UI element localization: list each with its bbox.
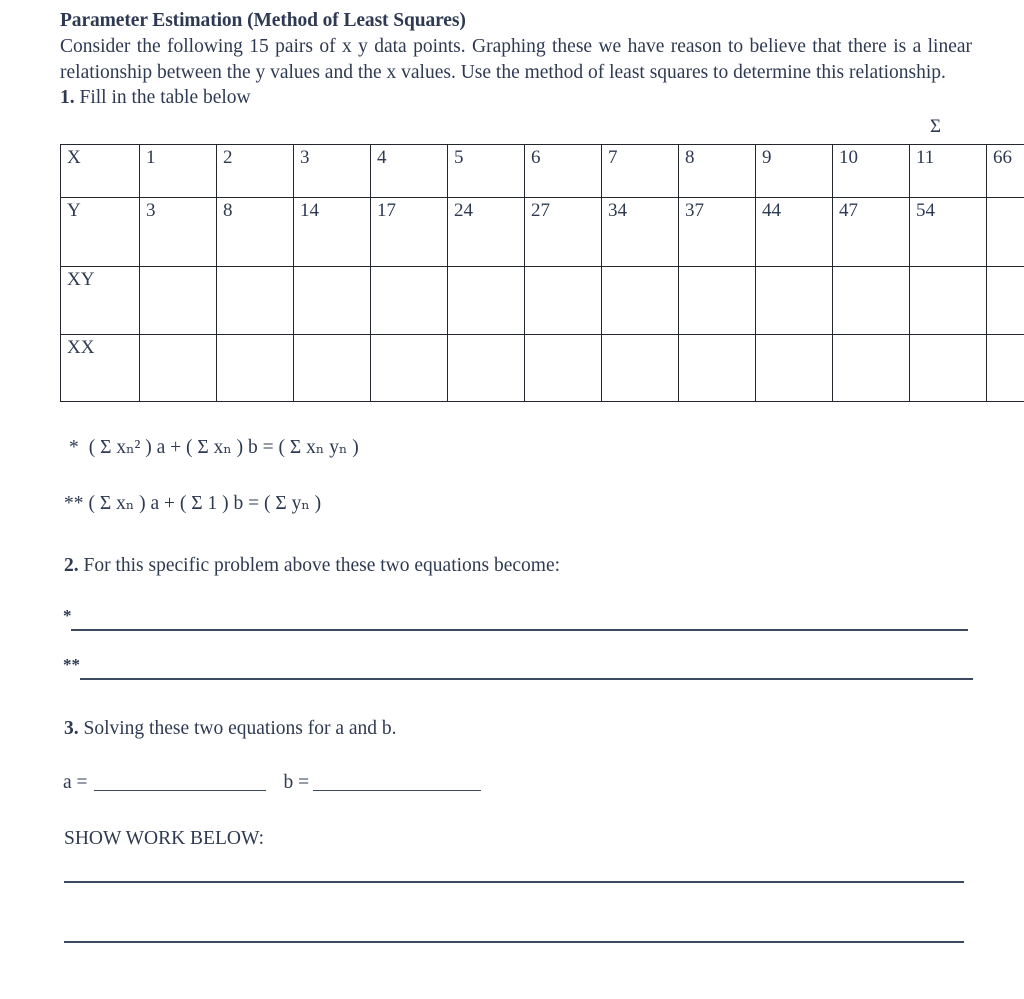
cell-y-5[interactable]: 24 xyxy=(448,198,525,267)
b-label: b = xyxy=(283,772,310,793)
show-work-label: SHOW WORK BELOW: xyxy=(64,828,265,849)
cell-xy-11[interactable] xyxy=(910,267,987,335)
cell-x-5[interactable]: 5 xyxy=(448,145,525,198)
cell-xx-11[interactable] xyxy=(910,335,987,402)
cell-y-7[interactable]: 34 xyxy=(602,198,679,267)
cell-xy-2[interactable] xyxy=(217,267,294,335)
cell-xx-6[interactable] xyxy=(525,335,602,402)
step-2-instruction xyxy=(60,554,972,578)
cell-xy-10[interactable] xyxy=(833,267,910,335)
cell-y-10[interactable]: 47 xyxy=(833,198,910,267)
equation-two-body: ( Σ xₙ ) a + ( Σ 1 ) b = ( Σ yₙ ) xyxy=(88,493,322,514)
row-label-xx: XX xyxy=(61,335,140,402)
cell-xx-7[interactable] xyxy=(602,335,679,402)
cell-y-sum[interactable] xyxy=(987,198,1024,267)
step-3-number: 3. xyxy=(64,718,79,739)
cell-y-9[interactable]: 44 xyxy=(756,198,833,267)
cell-xy-4[interactable] xyxy=(371,267,448,335)
step-2-number: 2. xyxy=(64,555,79,576)
ab-answer-row xyxy=(60,771,972,795)
cell-xy-sum[interactable] xyxy=(987,267,1024,335)
row-label-xy: XY xyxy=(61,267,140,335)
sigma-header-row xyxy=(60,116,982,142)
answer-blank-star-marker: * xyxy=(63,606,72,625)
step-1-instruction xyxy=(60,85,972,110)
cell-x-3[interactable]: 3 xyxy=(294,145,371,198)
cell-x-sum[interactable]: 66 xyxy=(987,145,1024,198)
cell-x-10[interactable]: 10 xyxy=(833,145,910,198)
table-row xyxy=(61,267,1024,335)
step-1-text: Fill in the table below xyxy=(74,87,251,108)
cell-y-3[interactable]: 14 xyxy=(294,198,371,267)
cell-xx-sum[interactable] xyxy=(987,335,1024,402)
step-1-number: 1. xyxy=(60,87,75,108)
table-row xyxy=(61,198,1024,267)
answer-blank-doublestar-marker: ** xyxy=(63,655,80,674)
data-table xyxy=(60,144,1024,402)
cell-x-2[interactable]: 2 xyxy=(217,145,294,198)
equation-one xyxy=(60,436,972,460)
row-label-y: Y xyxy=(61,198,140,267)
equation-two-marker: ** xyxy=(64,493,84,514)
answer-blank-star-line[interactable] xyxy=(71,629,968,631)
cell-xy-5[interactable] xyxy=(448,267,525,335)
cell-y-8[interactable]: 37 xyxy=(679,198,756,267)
cell-xy-8[interactable] xyxy=(679,267,756,335)
equation-one-marker: * xyxy=(69,437,79,458)
cell-xx-10[interactable] xyxy=(833,335,910,402)
b-answer-field[interactable] xyxy=(313,772,481,791)
cell-xy-6[interactable] xyxy=(525,267,602,335)
cell-x-11[interactable]: 11 xyxy=(910,145,987,198)
answer-blank-doublestar xyxy=(60,657,972,680)
cell-x-8[interactable]: 8 xyxy=(679,145,756,198)
equation-two xyxy=(60,492,972,516)
equation-one-body: ( Σ xₙ² ) a + ( Σ xₙ ) b = ( Σ xₙ yₙ ) xyxy=(88,437,359,458)
cell-xx-3[interactable] xyxy=(294,335,371,402)
a-answer-field[interactable] xyxy=(94,772,266,791)
cell-xy-1[interactable] xyxy=(140,267,217,335)
work-line-2[interactable] xyxy=(64,941,964,943)
cell-x-6[interactable]: 6 xyxy=(525,145,602,198)
cell-y-11[interactable]: 54 xyxy=(910,198,987,267)
intro-paragraph: Consider the following 15 pairs of x y data points. Graphing these we have reason to believe that there is a linear relationship between the y values and the x values. Use the method of least squares to determine this relationship. xyxy=(60,36,972,83)
answer-blank-doublestar-line[interactable] xyxy=(80,678,973,680)
cell-xy-9[interactable] xyxy=(756,267,833,335)
cell-xx-4[interactable] xyxy=(371,335,448,402)
sigma-icon: Σ xyxy=(929,116,941,137)
cell-xx-2[interactable] xyxy=(217,335,294,402)
step-3-text: Solving these two equations for a and b. xyxy=(78,718,397,739)
table-row xyxy=(61,335,1024,402)
answer-blank-star xyxy=(60,608,972,631)
cell-y-1[interactable]: 3 xyxy=(140,198,217,267)
table-row xyxy=(61,145,1024,198)
cell-y-4[interactable]: 17 xyxy=(371,198,448,267)
cell-y-6[interactable]: 27 xyxy=(525,198,602,267)
page-title: Parameter Estimation (Method of Least Squares) xyxy=(60,10,466,31)
cell-xx-9[interactable] xyxy=(756,335,833,402)
step-2-text: For this specific problem above these two equations become: xyxy=(78,555,561,576)
row-label-x: X xyxy=(61,145,140,198)
cell-xy-7[interactable] xyxy=(602,267,679,335)
a-label: a = xyxy=(63,772,88,793)
cell-xx-8[interactable] xyxy=(679,335,756,402)
work-line-1[interactable] xyxy=(64,881,964,883)
cell-xy-3[interactable] xyxy=(294,267,371,335)
cell-xx-1[interactable] xyxy=(140,335,217,402)
cell-x-1[interactable]: 1 xyxy=(140,145,217,198)
cell-x-4[interactable]: 4 xyxy=(371,145,448,198)
step-3-instruction xyxy=(60,717,972,741)
cell-xx-5[interactable] xyxy=(448,335,525,402)
cell-x-9[interactable]: 9 xyxy=(756,145,833,198)
cell-x-7[interactable]: 7 xyxy=(602,145,679,198)
cell-y-2[interactable]: 8 xyxy=(217,198,294,267)
